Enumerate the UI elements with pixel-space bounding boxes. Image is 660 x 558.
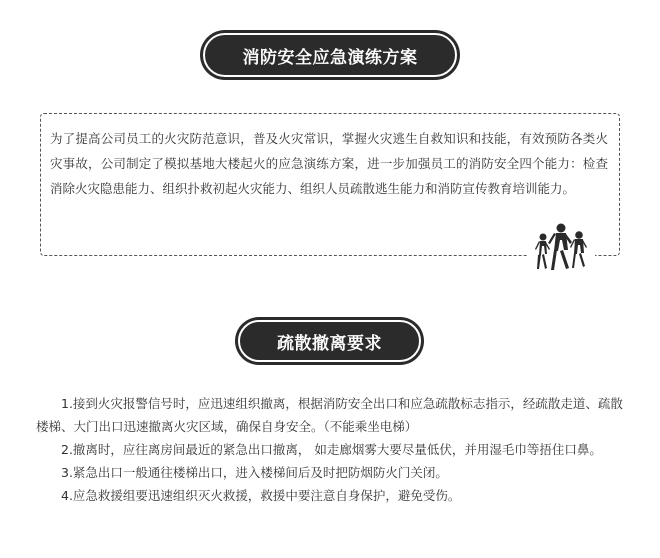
evacuation-requirements-list (36, 392, 624, 507)
requirement-item-2: 2.撤离时，应往离房间最近的紧急出口撤离， 如走廊烟雾大要尽量低伏，并用湿毛巾等捂住口鼻。 (61, 442, 602, 457)
intro-paragraph: 为了提高公司员工的火灾防范意识，普及火灾常识，掌握火灾逃生自救知识和技能，有效预防各类火灾事故，公司制定了模拟基地大楼起火的应急演练方案，进一步加强员工的消防安全四个能力：检查消除火灾隐患能力、组织扑救初起火灾能力、组织人员疏散逃生能力和消防宣传教育培训能力。 (50, 131, 608, 196)
running-people-icon (527, 222, 595, 278)
section-title-evacuation: 疏散撤离要求 (238, 320, 421, 362)
requirement-item-3: 3.紧急出口一般通往楼梯出口，进入楼梯间后及时把防烟防火门关闭。 (61, 465, 448, 480)
requirement-item-1: 1.接到火灾报警信号时，应迅速组织撤离，根据消防安全出口和应急疏散标志指示，经疏散走道、疏散楼梯、大门出口迅速撤离火灾区域，确保自身安全。（不能乘坐电梯） (36, 396, 623, 434)
requirement-item-4: 4.应急救援组要迅速组织灭火救援，救援中要注意自身保护，避免受伤。 (61, 488, 461, 503)
section-title-drill-plan: 消防安全应急演练方案 (203, 33, 457, 77)
